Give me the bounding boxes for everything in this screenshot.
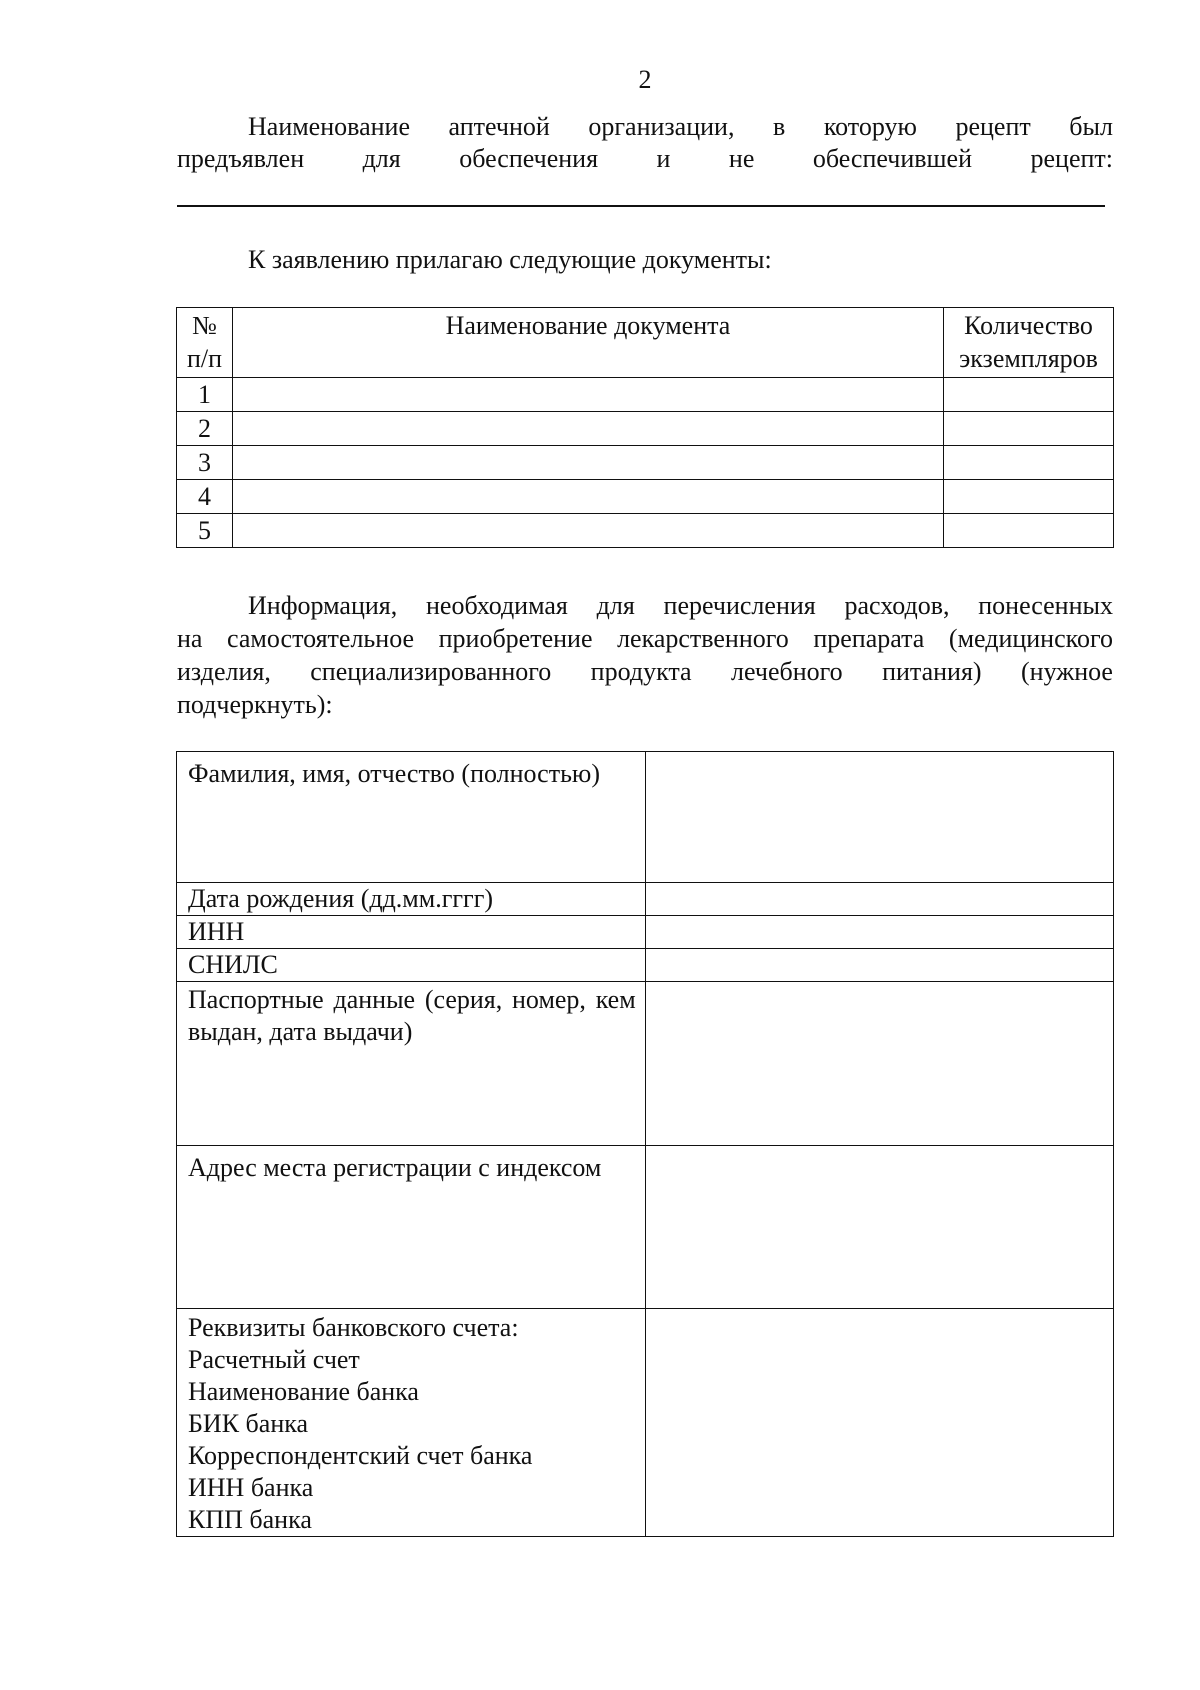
bank-name-label: Наименование банка — [188, 1377, 419, 1406]
table-row — [177, 883, 1114, 916]
word: предъявлен — [177, 144, 305, 173]
snils-value[interactable] — [645, 949, 1113, 982]
word: обеспечившей — [812, 144, 973, 173]
documents-table — [176, 307, 1114, 548]
word: и — [656, 144, 671, 173]
header-quantity — [944, 308, 1114, 378]
word: которую — [823, 112, 917, 141]
header-quantity-line-2: экземпляров — [959, 344, 1098, 373]
bank-corr-account-label: Корреспондентский счет банка — [188, 1441, 533, 1470]
table-row — [177, 412, 1114, 446]
word: рецепт: — [1030, 144, 1113, 173]
info-paragraph-line-4: подчеркнуть): — [177, 690, 333, 719]
header-quantity-line-1: Количество — [964, 311, 1093, 340]
table-row — [177, 480, 1114, 514]
passport-label: Паспортные данные (серия, номер, кем выдан, дата выдачи) — [177, 982, 646, 1146]
table-row — [177, 916, 1114, 949]
word: организации, — [588, 112, 735, 141]
word: для — [596, 591, 635, 620]
info-paragraph-line-1 — [248, 590, 1113, 622]
bank-inn-label: ИНН банка — [188, 1473, 314, 1502]
word: специализированного — [310, 657, 552, 686]
word: изделия, — [177, 657, 271, 686]
word: не — [728, 144, 755, 173]
table-row — [177, 378, 1114, 412]
documents-table-header — [177, 308, 1114, 378]
table-row — [177, 752, 1114, 883]
word: продукта — [590, 657, 692, 686]
word: приобретение — [438, 624, 593, 653]
pharmacy-fill-line[interactable] — [177, 205, 1105, 207]
document-name-cell[interactable] — [232, 480, 943, 514]
quantity-cell[interactable] — [944, 412, 1114, 446]
document-name-cell[interactable] — [232, 514, 943, 548]
page-number: 2 — [638, 65, 652, 94]
address-label: Адрес места регистрации с индексом — [177, 1146, 646, 1309]
word: аптечной — [448, 112, 550, 141]
pharmacy-paragraph-line-2 — [177, 143, 1113, 175]
header-number-line-2: п/п — [186, 344, 222, 373]
bank-details-title: Реквизиты банковского счета: — [188, 1313, 519, 1342]
row-number: 2 — [177, 412, 233, 446]
table-row — [177, 949, 1114, 982]
document-name-cell[interactable] — [232, 378, 943, 412]
table-row — [177, 446, 1114, 480]
header-document-name: Наименование документа — [232, 308, 943, 378]
bank-bik-label: БИК банка — [188, 1409, 309, 1438]
table-row — [177, 514, 1114, 548]
document-name-cell[interactable] — [232, 412, 943, 446]
row-number: 3 — [177, 446, 233, 480]
address-value[interactable] — [645, 1146, 1113, 1309]
word: необходимая — [426, 591, 568, 620]
inn-label: ИНН — [177, 916, 646, 949]
table-row — [177, 982, 1114, 1146]
info-paragraph-line-3 — [177, 656, 1113, 688]
quantity-cell[interactable] — [944, 446, 1114, 480]
word: перечисления — [663, 591, 816, 620]
personal-info-table — [176, 751, 1114, 1537]
word: (медицинского — [948, 624, 1113, 653]
word: самостоятельное — [227, 624, 415, 653]
word: в — [773, 112, 786, 141]
bank-account-label: Расчетный счет — [188, 1345, 360, 1374]
word: рецепт — [955, 112, 1031, 141]
passport-value[interactable] — [645, 982, 1113, 1146]
header-number — [177, 308, 233, 378]
word: был — [1069, 112, 1113, 141]
word: Информация, — [248, 591, 398, 620]
word: лечебного — [731, 657, 843, 686]
quantity-cell[interactable] — [944, 480, 1114, 514]
quantity-cell[interactable] — [944, 514, 1114, 548]
word: препарата — [813, 624, 925, 653]
birth-date-label: Дата рождения (дд.мм.гггг) — [177, 883, 646, 916]
word: (нужное — [1021, 657, 1113, 686]
word: питания) — [882, 657, 982, 686]
full-name-value[interactable] — [645, 752, 1113, 883]
word: расходов, — [844, 591, 950, 620]
info-paragraph-line-2 — [177, 623, 1113, 655]
inn-value[interactable] — [645, 916, 1113, 949]
document-name-cell[interactable] — [232, 446, 943, 480]
birth-date-value[interactable] — [645, 883, 1113, 916]
bank-kpp-label: КПП банка — [188, 1505, 312, 1534]
attachments-intro: К заявлению прилагаю следующие документы: — [248, 245, 772, 274]
table-row — [177, 1146, 1114, 1309]
bank-details-label — [177, 1309, 646, 1537]
pharmacy-paragraph-line-1 — [248, 111, 1113, 143]
full-name-label: Фамилия, имя, отчество (полностью) — [177, 752, 646, 883]
row-number: 1 — [177, 378, 233, 412]
word: обеспечения — [459, 144, 599, 173]
word: понесенных — [978, 591, 1113, 620]
word: лекарственного — [617, 624, 789, 653]
bank-details-value[interactable] — [645, 1309, 1113, 1537]
word: Наименование — [248, 112, 410, 141]
word: для — [362, 144, 401, 173]
quantity-cell[interactable] — [944, 378, 1114, 412]
header-number-line-1: № — [192, 311, 217, 340]
word: на — [177, 624, 203, 653]
row-number: 4 — [177, 480, 233, 514]
snils-label: СНИЛС — [177, 949, 646, 982]
table-row — [177, 1309, 1114, 1537]
row-number: 5 — [177, 514, 233, 548]
